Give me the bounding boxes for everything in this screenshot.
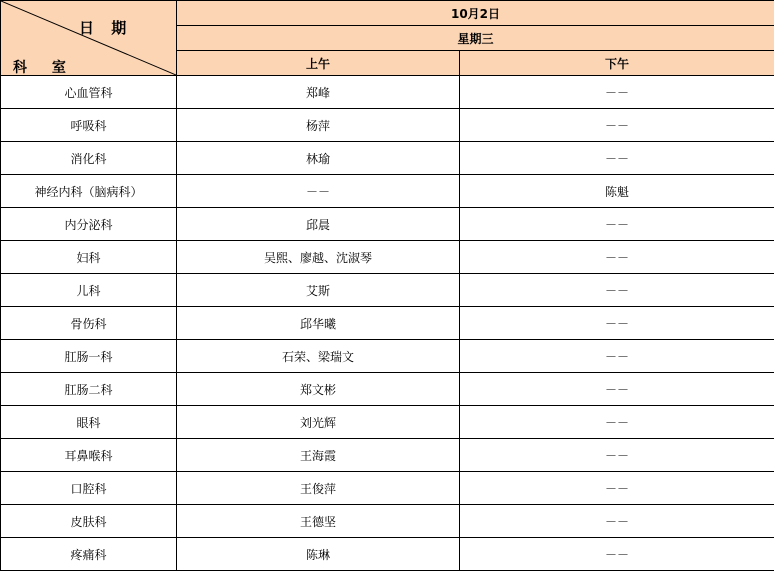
department-cell: 妇科	[1, 241, 177, 274]
department-cell: 肛肠一科	[1, 340, 177, 373]
department-cell: 呼吸科	[1, 109, 177, 142]
afternoon-doctor-cell: －－	[460, 439, 774, 472]
department-cell: 神经内科（脑病科）	[1, 175, 177, 208]
table-row	[1, 472, 774, 505]
table-row	[1, 76, 774, 109]
department-cell: 骨伤科	[1, 307, 177, 340]
table-row	[1, 340, 774, 373]
table-row	[1, 505, 774, 538]
afternoon-doctor-cell: －－	[460, 274, 774, 307]
morning-doctor-cell: 郑峰	[177, 76, 460, 109]
morning-header: 上午	[177, 51, 460, 76]
afternoon-doctor-cell: －－	[460, 142, 774, 175]
morning-doctor-cell: 艾斯	[177, 274, 460, 307]
morning-doctor-cell: 王海霞	[177, 439, 460, 472]
morning-doctor-cell: 陈琳	[177, 538, 460, 571]
afternoon-doctor-cell: －－	[460, 505, 774, 538]
afternoon-doctor-cell: 陈魁	[460, 175, 774, 208]
table-row	[1, 406, 774, 439]
afternoon-doctor-cell: －－	[460, 208, 774, 241]
afternoon-header: 下午	[460, 51, 774, 76]
morning-doctor-cell: 石荣、梁瑞文	[177, 340, 460, 373]
department-cell: 耳鼻喉科	[1, 439, 177, 472]
morning-doctor-cell: 郑文彬	[177, 373, 460, 406]
morning-doctor-cell: 刘光辉	[177, 406, 460, 439]
afternoon-doctor-cell: －－	[460, 340, 774, 373]
morning-doctor-cell: 王俊萍	[177, 472, 460, 505]
department-cell: 眼科	[1, 406, 177, 439]
table-row	[1, 307, 774, 340]
weekday-header: 星期三	[177, 26, 774, 51]
afternoon-doctor-cell: －－	[460, 472, 774, 505]
morning-doctor-cell: 吴熙、廖越、沈淑琴	[177, 241, 460, 274]
morning-doctor-cell: 邱晨	[177, 208, 460, 241]
afternoon-doctor-cell: －－	[460, 76, 774, 109]
department-cell: 皮肤科	[1, 505, 177, 538]
date-axis-label: 日 期	[79, 19, 133, 37]
afternoon-doctor-cell: －－	[460, 538, 774, 571]
date-header: 10月2日	[177, 1, 774, 26]
department-cell: 儿科	[1, 274, 177, 307]
morning-doctor-cell: 邱华曦	[177, 307, 460, 340]
table-row	[1, 538, 774, 571]
afternoon-doctor-cell: －－	[460, 307, 774, 340]
department-cell: 消化科	[1, 142, 177, 175]
department-cell: 肛肠二科	[1, 373, 177, 406]
table-row	[1, 142, 774, 175]
table-row	[1, 439, 774, 472]
morning-doctor-cell: 杨萍	[177, 109, 460, 142]
morning-doctor-cell: －－	[177, 175, 460, 208]
department-axis-label: 科 室	[13, 60, 76, 76]
afternoon-doctor-cell: －－	[460, 406, 774, 439]
department-cell: 心血管科	[1, 76, 177, 109]
table-row	[1, 241, 774, 274]
table-row	[1, 175, 774, 208]
afternoon-doctor-cell: －－	[460, 373, 774, 406]
table-row	[1, 208, 774, 241]
department-cell: 疼痛科	[1, 538, 177, 571]
department-cell: 口腔科	[1, 472, 177, 505]
afternoon-doctor-cell: －－	[460, 241, 774, 274]
department-cell: 内分泌科	[1, 208, 177, 241]
table-row	[1, 274, 774, 307]
corner-header-cell	[1, 1, 177, 76]
morning-doctor-cell: 王德坚	[177, 505, 460, 538]
table-row	[1, 373, 774, 406]
morning-doctor-cell: 林瑜	[177, 142, 460, 175]
table-row	[1, 109, 774, 142]
afternoon-doctor-cell: －－	[460, 109, 774, 142]
